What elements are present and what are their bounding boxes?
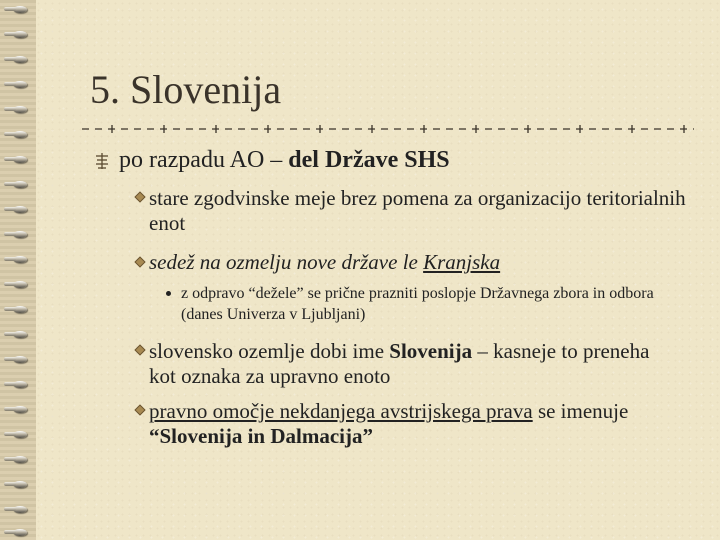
diamond-bullet-icon: [134, 256, 145, 267]
bullet-text: z odpravo “dežele” se prične prazniti poslopje Državnega zbora in odbora (danes Univerza v Ljubljani): [181, 285, 654, 323]
bullet-text: stare zgodvinske meje brez pomena za organizacijo teritorialnih enot: [149, 186, 686, 235]
bullet-level3: [181, 283, 661, 325]
bullet-text: se imenuje: [532, 399, 629, 423]
bullet-level2: [149, 339, 659, 389]
bullet-underlined-text: pravno omočje nekdanjega avstrijskega prava: [149, 399, 533, 423]
bullet-text: – kasneje to preneha kot oznaka za upravno enoto: [149, 339, 650, 388]
bullet-bold-text: Slovenija: [389, 339, 473, 363]
bullet-bold-text: “Slovenija in Dalmacija”: [149, 424, 373, 448]
diamond-bullet-icon: [134, 404, 145, 415]
diamond-bullet-icon: [134, 191, 145, 202]
bullet-text: po razpadu AO –: [119, 147, 289, 173]
diamond-bullet-icon: [134, 344, 145, 355]
bullet-level2: [149, 186, 689, 236]
fleur-bullet-icon: [94, 152, 110, 170]
slide-title: 5. Slovenija: [90, 67, 282, 112]
bullet-level2: [149, 399, 629, 449]
bullet-text: slovensko ozemlje dobi ime: [149, 339, 390, 363]
bullet-bold-text: del Države SHS: [288, 147, 450, 173]
bullet-level1: [119, 147, 450, 174]
bullet-level2: [149, 250, 689, 275]
bullet-text: sedež na ozmelju nove države le: [149, 250, 424, 274]
dot-bullet-icon: [166, 291, 171, 296]
kranjska-link[interactable]: Kranjska: [423, 250, 501, 274]
